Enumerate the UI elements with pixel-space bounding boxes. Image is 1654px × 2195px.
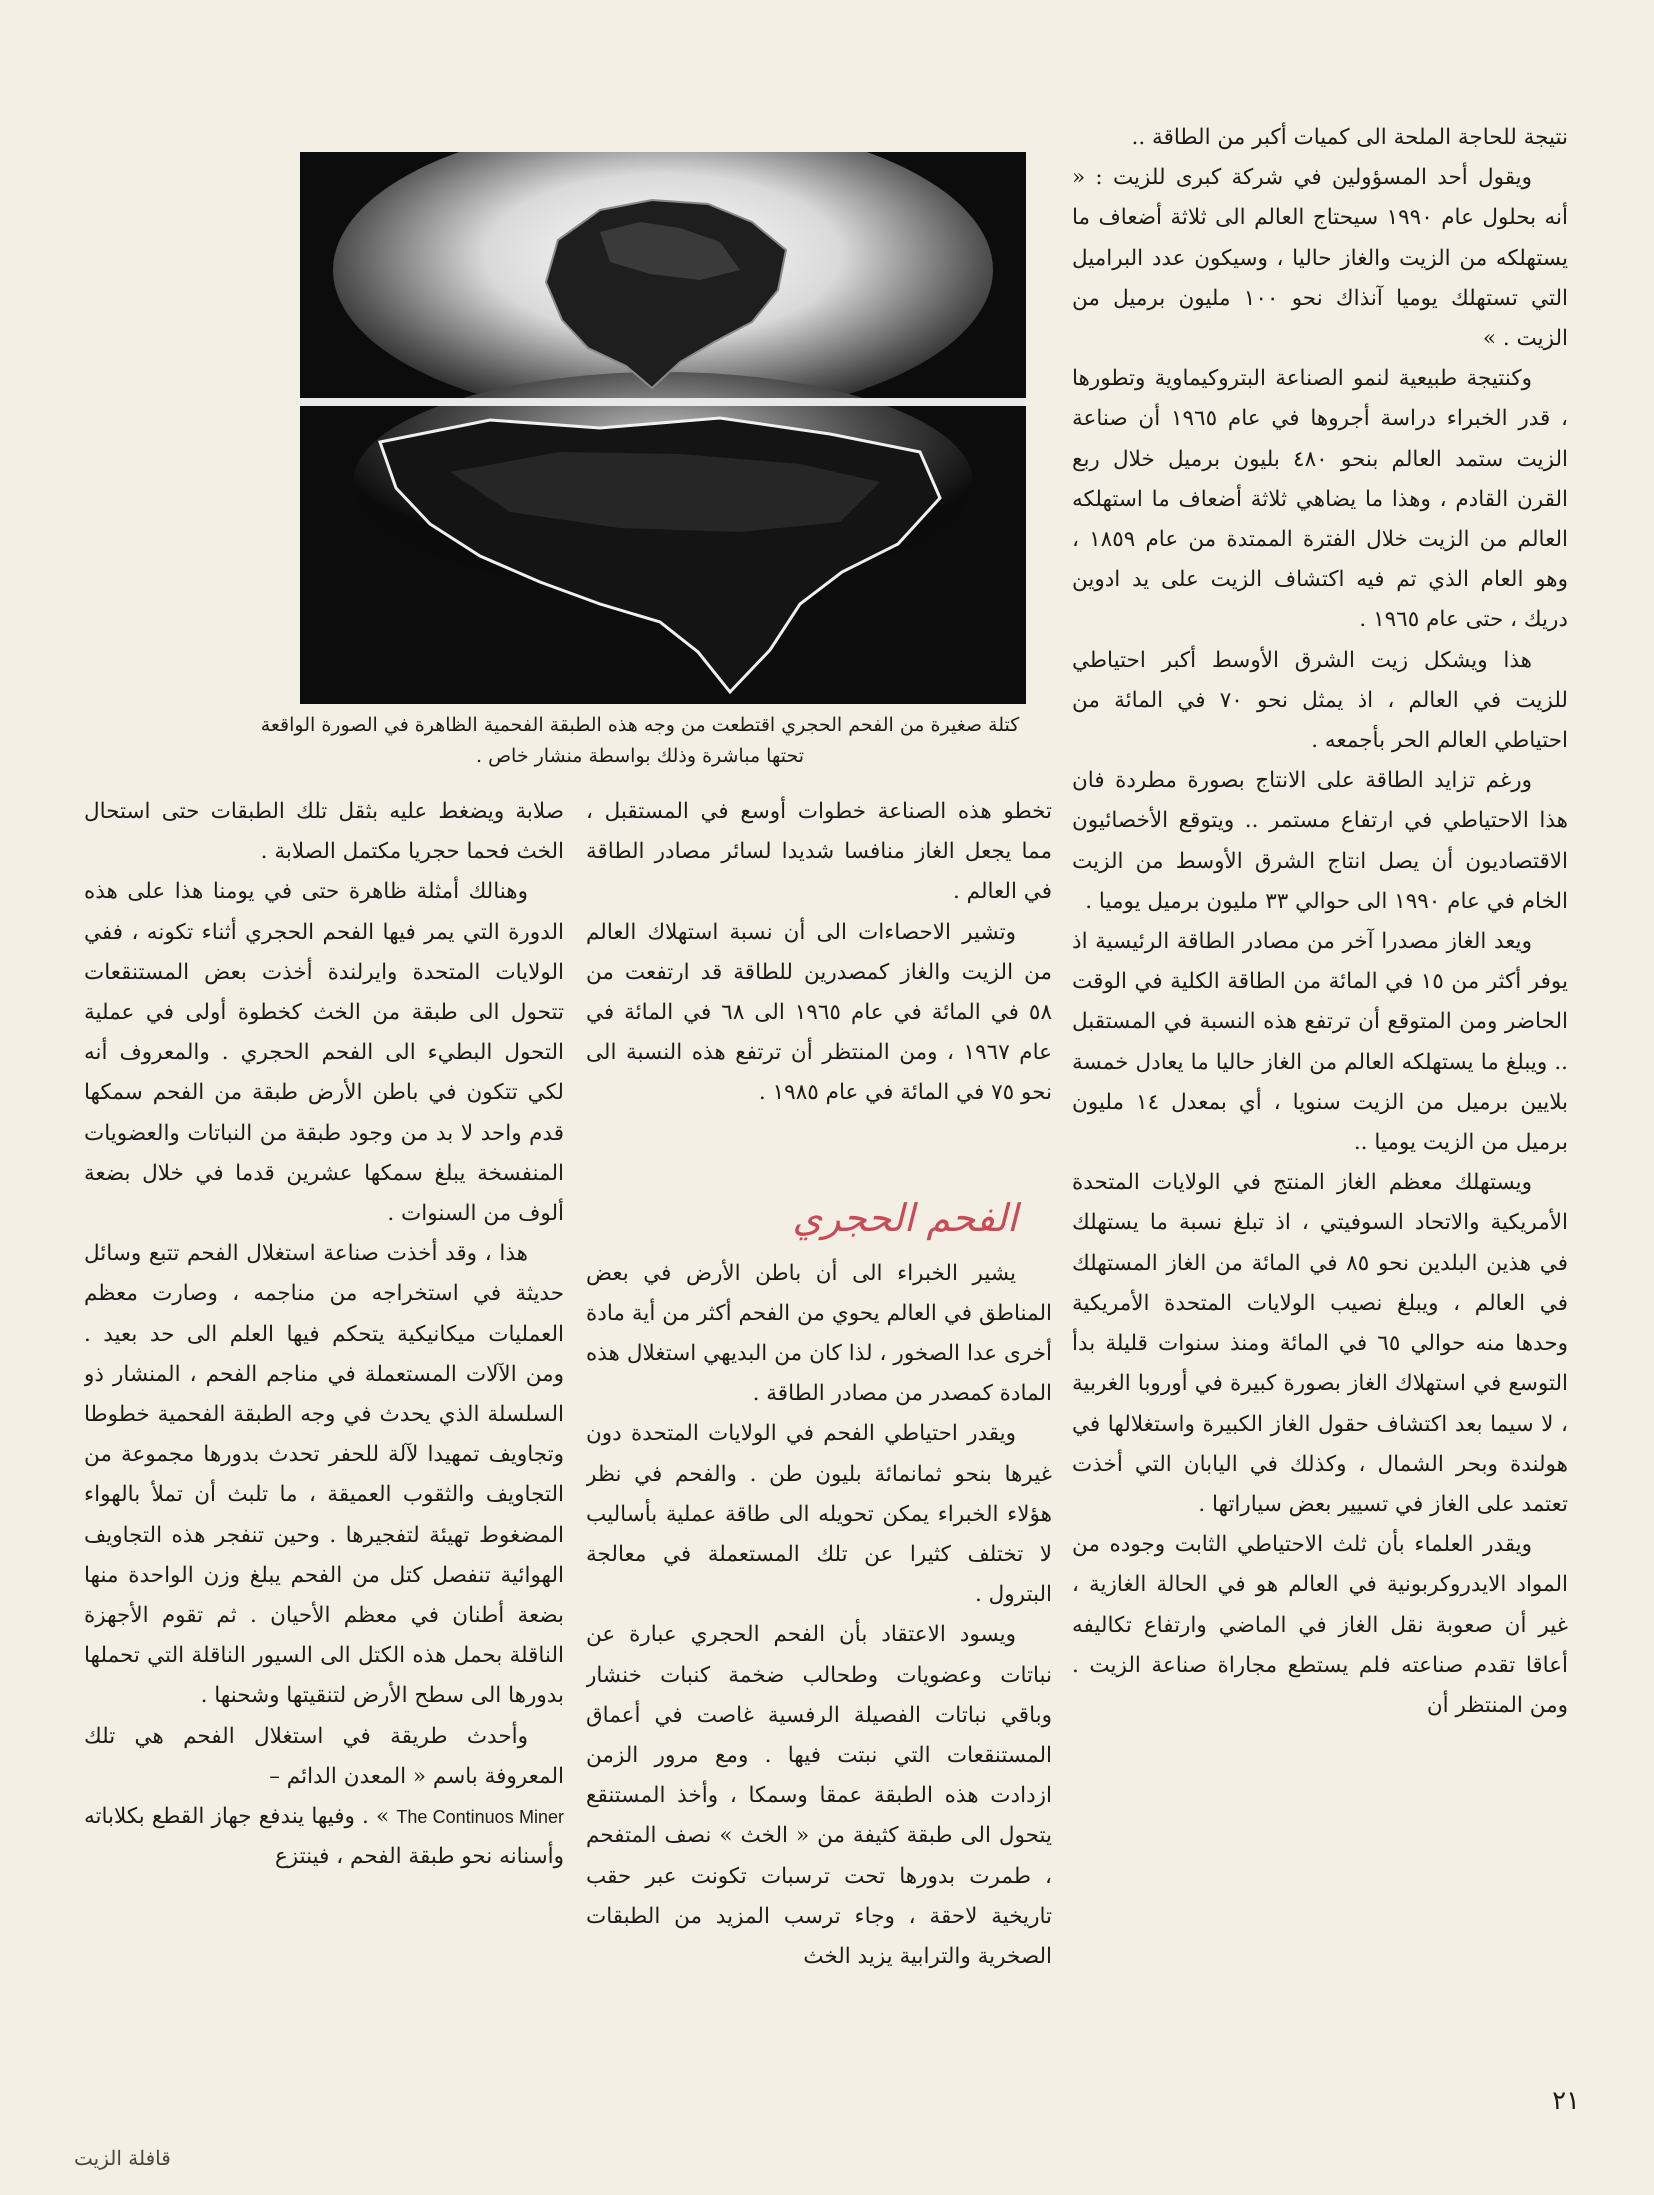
paragraph-continuation: » . وفيها يندفع جهاز القطع بكلاباته وأسنانه نحو طبقة الفحم ، فينتزع (84, 1804, 564, 1870)
paragraph: ورغم تزايد الطاقة على الانتاج بصورة مطردة فان هذا الاحتياطي في ارتفاع مستمر .. ويتوقع الأخصائيون الاقتصاديون أن يصل انتاج الشرق الأوسط من الزيت الخام في عام ١٩٩٠ الى حوالي ٣٣ مليون برميل يوميا . (1072, 768, 1568, 914)
magazine-name: قافلة الزيت (74, 2146, 171, 2170)
right-column (1072, 118, 1568, 1980)
coal-photo-image (300, 152, 1026, 704)
paragraph: ويقدر العلماء بأن ثلث الاحتياطي الثابت وجوده من المواد الايدروكربونية في العالم هو في الحالة الغازية ، غير أن صعوبة نقل الغاز في الماضي وارتفاع تكاليفه أعاقا تقدم صناعته فلم يستطع مجاراة صناعة الزيت . ومن المنتظر أن (1072, 1532, 1568, 1718)
paragraph: وكنتيجة طبيعية لنمو الصناعة البتروكيماوية وتطورها ، قدر الخبراء دراسة أجروها في عام ١٩٦٥ أن صناعة الزيت ستمد العالم بنحو ٤٨٠ بليون برميل خلال ربع القرن القادم ، وهذا ما يضاهي ثلاثة أضعاف ما استهلكه العالم من الزيت خلال الفترة الممتدة من عام ١٨٥٩ ، وهو العام الذي تم فيه اكتشاف الزيت على يد ادوين دريك ، حتى عام ١٩٦٥ . (1072, 366, 1568, 633)
paragraph: ويقدر احتياطي الفحم في الولايات المتحدة دون غيرها بنحو ثمانمائة بليون طن . والفحم في نظر هؤلاء الخبراء يمكن تحويله الى طاقة عملية بأساليب لا تختلف كثيرا عن تلك المستعملة في معالجة البترول . (586, 1421, 1052, 1608)
page-number: ٢١ (1552, 2086, 1580, 2116)
paragraph: ويقول أحد المسؤولين في شركة كبرى للزيت : « أنه بحلول عام ١٩٩٠ سيحتاج العالم الى ثلاثة أضعاف ما يستهلكه من الزيت والغاز حاليا ، وسيكون عدد البراميل التي تستهلك يوميا آنذاك نحو ١٠٠ مليون برميل من الزيت . » (1072, 165, 1568, 352)
latin-term: The Continuos Miner (396, 1807, 564, 1828)
paragraph: وتشير الاحصاءات الى أن نسبة استهلاك العالم من الزيت والغاز كمصدرين للطاقة قد ارتفعت من ٥٨ في المائة في عام ١٩٦٥ الى ٦٨ في المائة في عام ١٩٦٧ ، ومن المنتظر أن ترتفع هذه النسبة الى نحو ٧٥ في المائة في عام ١٩٨٥ . (586, 919, 1052, 1106)
paragraph: يشير الخبراء الى أن باطن الأرض في بعض المناطق في العالم يحوي من الفحم أكثر من أية مادة أخرى عدا الصخور ، لذا كان من البديهي استغلال هذه المادة كمصدر من مصادر الطاقة . (586, 1260, 1052, 1407)
paragraph: هذا ويشكل زيت الشرق الأوسط أكبر احتياطي للزيت في العالم ، اذ يمثل نحو ٧٠ في المائة من احتياطي العالم الحر بأجمعه . (1072, 647, 1568, 754)
paragraph: نتيجة للحاجة الملحة الى كميات أكبر من الطاقة .. (1131, 125, 1568, 150)
paragraph: صلابة ويضغط عليه بثقل تلك الطبقات حتى استحال الخث فحما حجريا مكتمل الصلابة . (84, 799, 564, 865)
paragraph: ويعد الغاز مصدرا آخر من مصادر الطاقة الرئيسية اذ يوفر أكثر من ١٥ في المائة من الطاقة الكلية في الوقت الحاضر ومن المتوقع أن ترتفع هذه النسبة في المستقبل .. ويبلغ ما يستهلكه العالم من الغاز حاليا ما يعادل خمسة بلايين برميل من الزيت سنويا ، أي بمعدل ١٤ مليون برميل من الزيت يوميا .. (1072, 929, 1568, 1156)
paragraph: وأحدث طريقة في استغلال الفحم هي تلك المعروفة باسم « المعدن الدائم – (84, 1723, 564, 1789)
paragraph: تخطو هذه الصناعة خطوات أوسع في المستقبل ، مما يجعل الغاز منافسا شديدا لسائر مصادر الطاقة في العالم . (586, 799, 1052, 905)
coal-photo (300, 152, 1026, 704)
paragraph: ويسود الاعتقاد بأن الفحم الحجري عبارة عن نباتات وعضويات وطحالب ضخمة كنبات خنشار وباقي نباتات الفصيلة الرفسية غاصت في أعماق المستنقعات التي نبتت فيها . ومع مرور الزمن ازدادت هذه الطبقة عمقا وسمكا ، وأخذ المستنقع يتحول الى طبقة كثيفة من « الخث » نصف المتفحم ، طمرت بدورها تحت ترسبات تكونت عبر حقب تاريخية لاحقة ، وجاء ترسب المزيد من الطبقات الصخرية والترابية يزيد الخث (586, 1622, 1052, 1970)
paragraph: وهنالك أمثلة ظاهرة حتى في يومنا هذا على هذه الدورة التي يمر فيها الفحم الحجري أثناء تكونه ، ففي الولايات المتحدة وايرلندة أخذت بعض المستنقعات تتحول الى طبقة من الخث كخطوة أولى في عملية التحول البطيء الى الفحم الحجري . والمعروف أنه لكي تتكون في باطن الأرض طبقة من الفحم سمكها قدم واحد لا بد من وجود طبقة من النباتات والعضويات المنفسخة يبلغ سمكها عشرين قدما في خلال بضعة ألوف من السنوات . (84, 879, 564, 1227)
paragraph: هذا ، وقد أخذت صناعة استغلال الفحم تتبع وسائل حديثة في استخراجه من مناجمه ، وصارت معظم العمليات ميكانيكية يتحكم فيها العلم الى حد بعيد . ومن الآلات المستعملة في مناجم الفحم ، المنشار ذو السلسلة الذي يحدث في وجه الطبقة الفحمية خطوطا وتجاويف تمهيدا لآلة للحفر تحدث بدورها مجموعة من التجاويف والثقوب العميقة ، ما تلبث أن تملأ بالهواء المضغوط تهيئة لتفجيرها . وحين تنفجر هذه التجاويف الهوائية تنفصل كتل من الفحم يبلغ وزن الواحدة منها بضعة أطنان في معظم الأحيان . ثم تقوم الأجهزة الناقلة بحمل هذه الكتل الى السيور الناقلة التي تحملها بدورها الى سطح الأرض لتنقيتها وشحنها . (84, 1241, 564, 1709)
paragraph: ويستهلك معظم الغاز المنتج في الولايات المتحدة الأمريكية والاتحاد السوفيتي ، اذ تبلغ نسبة ما يستهلك في هذين البلدين نحو ٨٥ في المائة من الغاز المستهلك في العالم ، ويبلغ نصيب الولايات المتحدة الأمريكية وحدها منه حوالي ٦٥ في المائة ومنذ سنوات قليلة بدأ التوسع في استهلاك الغاز بصورة كبيرة في أوروبا الغربية ، لا سيما بعد اكتشاف حقول الغاز الكبيرة واستغلالها في هولندة وبحر الشمال ، وكذلك في اليابان التي أخذت تعتمد على الغاز في تسيير بعض سياراتها . (1072, 1170, 1568, 1517)
section-heading: الفحم الحجري (792, 1196, 1018, 1240)
photo-caption: كتلة صغيرة من الفحم الحجري اقتطعت من وجه هذه الطبقة الفحمية الظاهرة في الصورة الواقعة تحتها مباشرة وذلك بواسطة منشار خاص . (260, 714, 1020, 767)
middle-column (586, 792, 1052, 2072)
paragraph (84, 1797, 564, 1877)
left-column (84, 792, 564, 2072)
